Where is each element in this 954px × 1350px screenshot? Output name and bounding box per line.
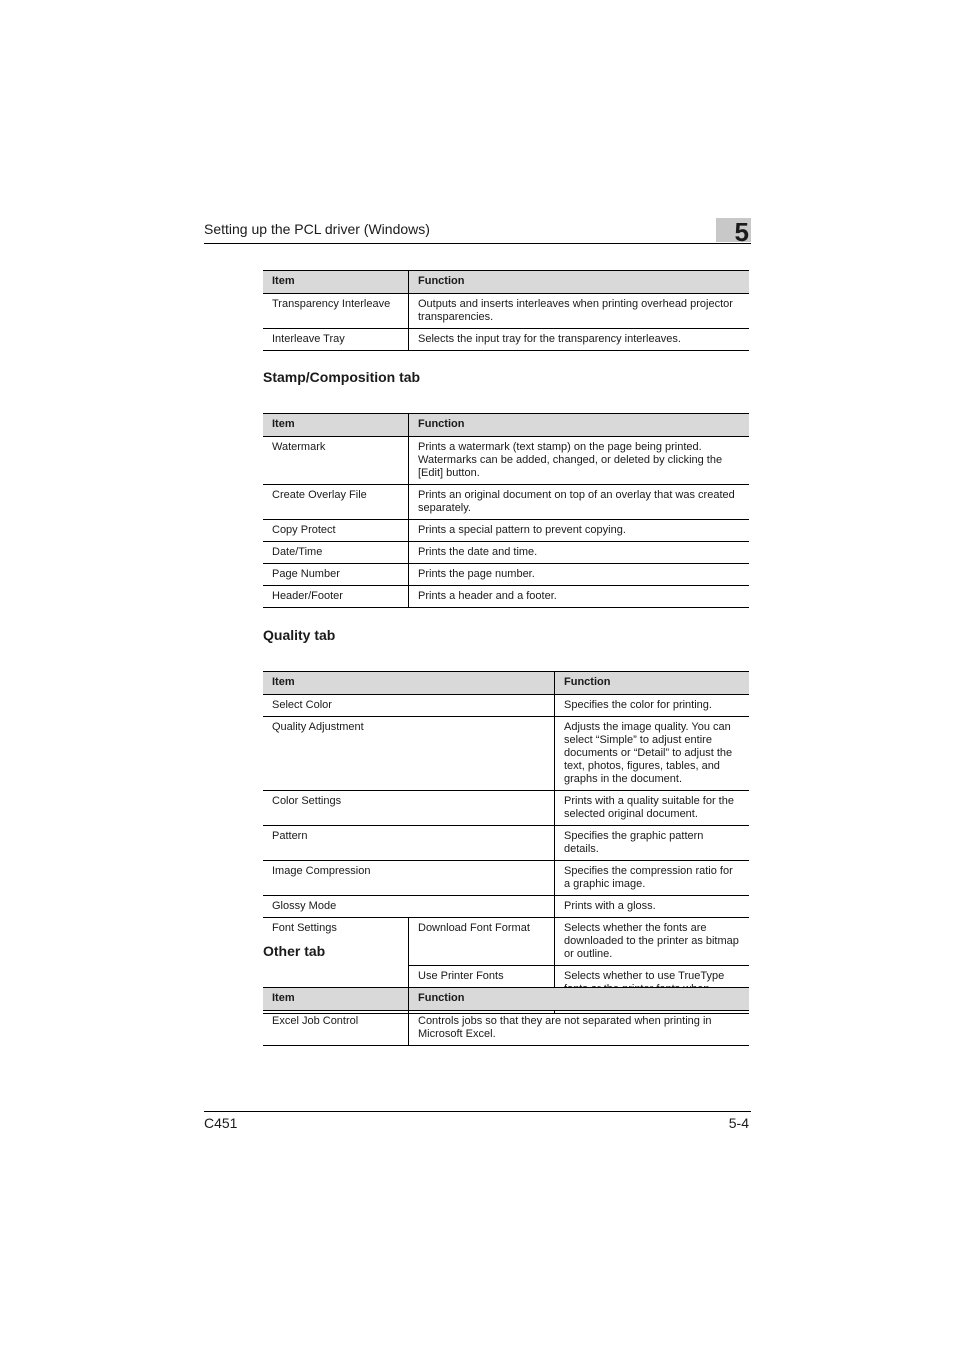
item-cell: Page Number <box>263 564 409 586</box>
table-row <box>263 717 749 791</box>
chapter-tab <box>716 217 751 247</box>
table-row <box>263 695 749 717</box>
table-row <box>263 791 749 826</box>
table-paper-settings <box>263 270 749 351</box>
item-cell: Quality Adjustment <box>263 717 555 791</box>
table-row <box>263 918 749 966</box>
item-cell: Select Color <box>263 695 555 717</box>
function-cell: Prints a special pattern to prevent copying. <box>409 520 750 542</box>
table-row <box>263 294 749 329</box>
table-row <box>263 586 749 608</box>
function-cell: Prints with a quality suitable for the selected original document. <box>555 791 750 826</box>
header-title: Setting up the PCL driver (Windows) <box>204 221 430 237</box>
table-other <box>263 987 749 1046</box>
function-cell: Controls jobs so that they are not separated when printing in Microsoft Excel. <box>409 1011 750 1046</box>
function-cell: Selects the input tray for the transparency interleaves. <box>409 329 750 351</box>
table-header-row <box>263 672 749 695</box>
item-cell: Date/Time <box>263 542 409 564</box>
column-header-item: Item <box>263 414 409 437</box>
table-row <box>263 896 749 918</box>
column-header-item: Item <box>263 988 409 1011</box>
table-row <box>263 485 749 520</box>
table-row <box>263 520 749 542</box>
column-header-function: Function <box>409 271 750 294</box>
table-quality <box>263 671 749 1014</box>
section-heading-other: Other tab <box>263 943 326 959</box>
function-cell: Prints with a gloss. <box>555 896 750 918</box>
function-cell: Specifies the graphic pattern details. <box>555 826 750 861</box>
column-header-item: Item <box>263 271 409 294</box>
function-cell: Outputs and inserts interleaves when printing overhead projector transparencies. <box>409 294 750 329</box>
item-cell: Download Font Format <box>409 918 555 966</box>
item-cell: Glossy Mode <box>263 896 555 918</box>
item-cell: Interleave Tray <box>263 329 409 351</box>
group-cell-font-settings: Font Settings <box>263 918 409 1014</box>
item-cell: Image Compression <box>263 861 555 896</box>
item-cell: Pattern <box>263 826 555 861</box>
table-row <box>263 564 749 586</box>
function-cell: Selects whether to use TrueType <box>555 966 750 1014</box>
function-cell: Prints a header and a footer. <box>409 586 750 608</box>
table-row <box>263 437 749 485</box>
page-number: 5-4 <box>728 1115 749 1131</box>
function-cell: Prints a watermark (text stamp) on the page being printed. Watermarks can be added, changed, or deleted by clicking the [Edit] button. <box>409 437 750 485</box>
table-row <box>263 826 749 861</box>
item-cell: Create Overlay File <box>263 485 409 520</box>
page-header <box>204 217 751 247</box>
section-heading-quality: Quality tab <box>263 627 336 643</box>
item-cell: Use Printer Fonts <box>409 966 555 1014</box>
column-header-item: Item <box>263 672 555 695</box>
function-cell: Specifies the compression ratio for a graphic image. <box>555 861 750 896</box>
item-cell: Excel Job Control <box>263 1011 409 1046</box>
table-header-row <box>263 988 749 1011</box>
column-header-function: Function <box>555 672 750 695</box>
function-cell: Selects whether the fonts are downloaded to the printer as bitmap or outline. <box>555 918 750 966</box>
item-cell: Header/Footer <box>263 586 409 608</box>
function-cell: Prints an original document on top of an overlay that was created separately. <box>409 485 750 520</box>
table-row <box>263 329 749 351</box>
table-stamp-composition <box>263 413 749 608</box>
item-cell: Transparency Interleave <box>263 294 409 329</box>
function-cell: Prints the page number. <box>409 564 750 586</box>
function-cell: Specifies the color for printing. <box>555 695 750 717</box>
table-row <box>263 861 749 896</box>
table-header-row <box>263 271 749 294</box>
table-header-row <box>263 414 749 437</box>
page-footer <box>204 1111 751 1131</box>
function-cell: Prints the date and time. <box>409 542 750 564</box>
column-header-function: Function <box>409 414 750 437</box>
model-name: C451 <box>204 1115 238 1131</box>
item-cell: Copy Protect <box>263 520 409 542</box>
section-heading-stamp: Stamp/Composition tab <box>263 369 421 385</box>
item-cell: Color Settings <box>263 791 555 826</box>
table-row <box>263 542 749 564</box>
function-cell: Adjusts the image quality. You can select “Simple” to adjust entire documents or “Detail” to adjust the text, photos, figures, tables, and graphs in the document. <box>555 717 750 791</box>
item-cell: Watermark <box>263 437 409 485</box>
table-row <box>263 1011 749 1046</box>
column-header-function: Function <box>409 988 750 1011</box>
chapter-number: 5 <box>734 217 749 247</box>
